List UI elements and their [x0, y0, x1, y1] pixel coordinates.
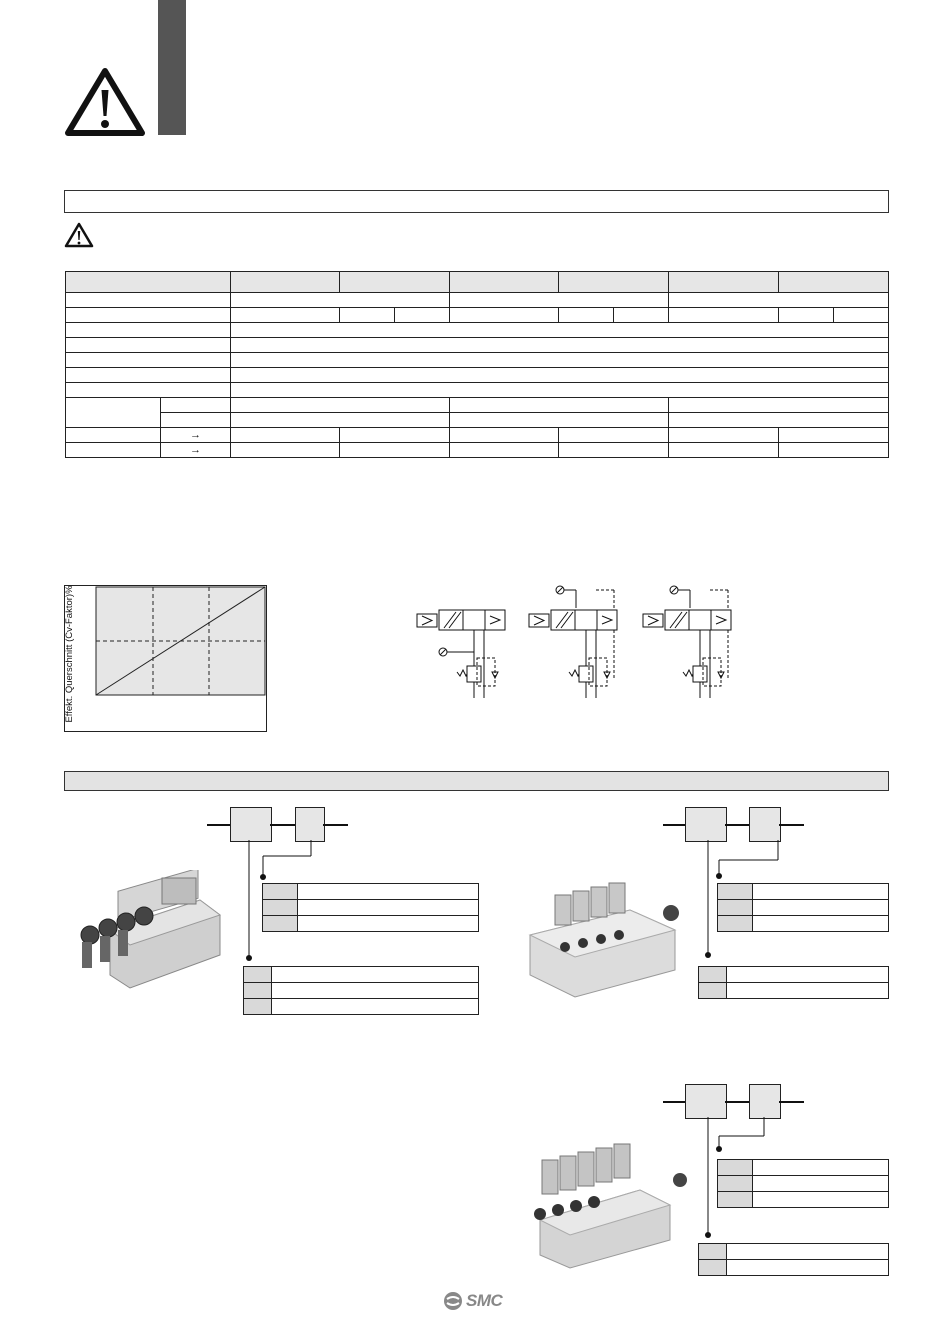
order-code-box [295, 807, 325, 842]
table-row [66, 413, 889, 428]
arrow-cell: → [161, 428, 231, 443]
order-code-box [230, 807, 272, 842]
graph-plot [65, 586, 266, 731]
code-row [698, 982, 889, 999]
code-row [243, 982, 479, 999]
order-code-box [749, 807, 781, 842]
code-row [262, 915, 479, 932]
code-row [698, 966, 889, 983]
order-code-line [663, 1101, 686, 1103]
table-row [66, 293, 889, 308]
manifold-image-3 [520, 1140, 690, 1270]
pneumatic-symbol-1 [412, 600, 524, 700]
manifold-image-1 [70, 870, 240, 995]
warning-triangle-icon [64, 66, 146, 138]
order-code-box [685, 1084, 727, 1119]
code-row [262, 883, 479, 900]
pneumatic-symbol-3 [638, 580, 750, 700]
code-row [717, 1159, 889, 1176]
warning-small-icon [64, 222, 94, 248]
code-row [698, 1243, 889, 1260]
order-code-line [323, 824, 348, 826]
order-code-line [270, 824, 295, 826]
table-row [66, 323, 889, 338]
order-code-box [749, 1084, 781, 1119]
order-code-line [725, 824, 750, 826]
table-row [66, 368, 889, 383]
order-code-line [779, 1101, 804, 1103]
table-row [66, 383, 889, 398]
manifold-image-2 [525, 875, 685, 1000]
code-row [698, 1259, 889, 1276]
spec-table [65, 271, 889, 458]
table-row [66, 338, 889, 353]
table-row [66, 308, 889, 323]
section-heading-box-ordering [64, 771, 889, 791]
table-row [66, 353, 889, 368]
graph-ylabel: Effekt. Querschnitt (Cv-Faktor)% [64, 585, 75, 723]
code-row [717, 883, 889, 900]
arrow-cell: → [161, 443, 231, 458]
smc-logo [443, 1290, 511, 1312]
order-code-box [685, 807, 727, 842]
section-side-bar [158, 0, 186, 135]
smc-logo-icon [443, 1291, 463, 1311]
code-row [243, 998, 479, 1015]
code-row [717, 899, 889, 916]
pneumatic-symbol-2 [524, 580, 636, 700]
table-row [66, 428, 889, 443]
code-row [717, 1191, 889, 1208]
code-row [262, 899, 479, 916]
order-code-line [725, 1101, 750, 1103]
code-row [717, 915, 889, 932]
section-heading-box [64, 190, 889, 213]
code-row [717, 1175, 889, 1192]
logo-text: SMC [466, 1291, 503, 1310]
table-row [66, 398, 889, 413]
table-row [66, 443, 889, 458]
order-code-line [779, 824, 804, 826]
order-code-line [663, 824, 686, 826]
order-code-line [207, 824, 231, 826]
flow-graph [64, 585, 267, 732]
code-row [243, 966, 479, 983]
table-row [66, 272, 889, 293]
